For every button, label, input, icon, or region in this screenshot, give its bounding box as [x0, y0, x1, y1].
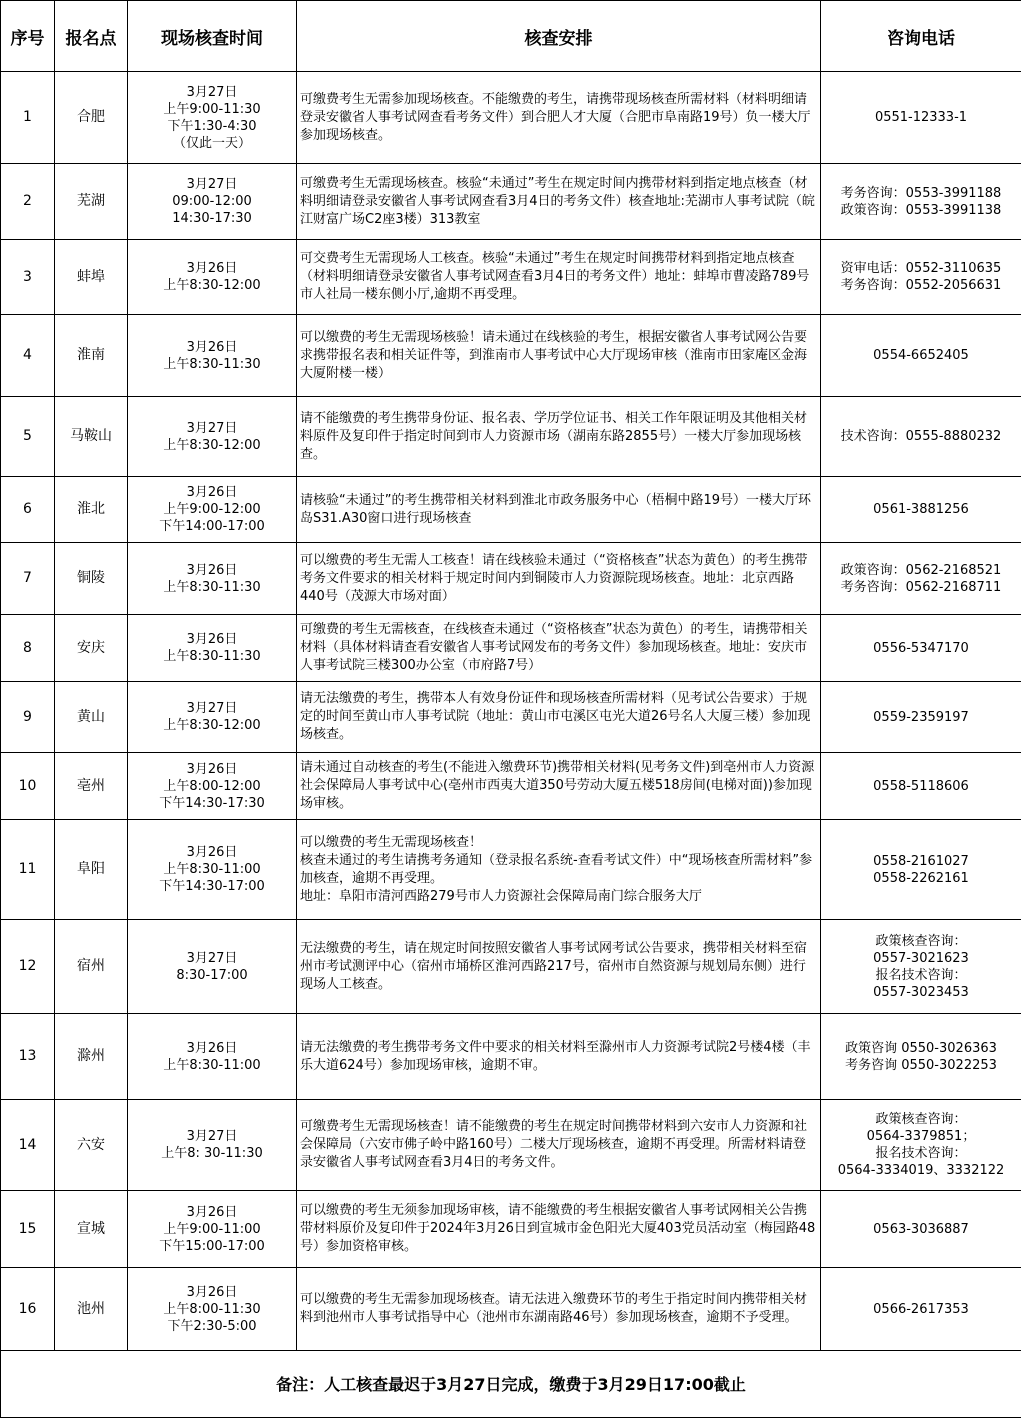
table-row — [1, 72, 1021, 164]
table-row — [1, 397, 1021, 477]
row-time: 3月27日 上午8:30-12:00 — [128, 682, 297, 753]
table-row — [1, 1268, 1021, 1351]
row-phone: 0551-12333-1 — [821, 72, 1021, 164]
row-arrangement: 可缴费考生无需现场核查。核验“未通过”考生在规定时间内携带材料到指定地点核查（材料明细请登录安徽省人事考试网查看3月4日的考务文件）核查地址:芜湖市人事考试院（皖江财富广场C2座3楼）313教室 — [297, 164, 821, 240]
row-site: 合肥 — [55, 72, 128, 164]
header-row — [1, 1, 1021, 72]
header-arrangement: 核查安排 — [297, 1, 821, 72]
row-arrangement: 请核验“未通过”的考生携带相关材料到淮北市政务服务中心（梧桐中路19号）一楼大厅环岛S31.A30窗口进行现场核查 — [297, 477, 821, 543]
row-number: 2 — [1, 164, 55, 240]
row-number: 16 — [1, 1268, 55, 1351]
row-site: 宿州 — [55, 920, 128, 1014]
row-number: 9 — [1, 682, 55, 753]
row-number: 6 — [1, 477, 55, 543]
row-arrangement: 请未通过自动核查的考生(不能进入缴费环节)携带相关材料(见考务文件)到亳州市人力资源社会保障局人事考试中心(亳州市西夷大道350号劳动大厦五楼518房间(电梯对面))参加现场审核。 — [297, 753, 821, 820]
table-row — [1, 164, 1021, 240]
table-row — [1, 753, 1021, 820]
row-time: 3月27日 8:30-17:00 — [128, 920, 297, 1014]
row-number: 12 — [1, 920, 55, 1014]
row-site: 亳州 — [55, 753, 128, 820]
table-row — [1, 615, 1021, 682]
row-phone: 0554-6652405 — [821, 315, 1021, 397]
row-phone: 0558-2161027 0558-2262161 — [821, 820, 1021, 920]
row-phone: 政策核查咨询： 0564-3379851； 报名技术咨询： 0564-3334019、3332122 — [821, 1100, 1021, 1191]
row-site: 马鞍山 — [55, 397, 128, 477]
table-row — [1, 682, 1021, 753]
row-site: 芜湖 — [55, 164, 128, 240]
row-phone: 0566-2617353 — [821, 1268, 1021, 1351]
row-time: 3月27日 09:00-12:00 14:30-17:30 — [128, 164, 297, 240]
row-phone: 政策核查咨询： 0557-3021623 报名技术咨询： 0557-3023453 — [821, 920, 1021, 1014]
note-text: 备注：人工核查最迟于3月27日完成，缴费于3月29日17:00截止 — [1, 1351, 1021, 1418]
row-phone: 0556-5347170 — [821, 615, 1021, 682]
note-row — [1, 1351, 1021, 1418]
table-row — [1, 543, 1021, 615]
row-time: 3月26日 上午8:30-11:30 — [128, 315, 297, 397]
header-site: 报名点 — [55, 1, 128, 72]
row-arrangement: 请不能缴费的考生携带身份证、报名表、学历学位证书、相关工作年限证明及其他相关材料原件及复印件于指定时间到市人力资源市场（湖南东路2855号）一楼大厅参加现场核查。 — [297, 397, 821, 477]
row-arrangement: 可以缴费的考生无需现场核验！请未通过在线核验的考生，根据安徽省人事考试网公告要求携带报名表和相关证件等，到淮南市人事考试中心大厅现场审核（淮南市田家庵区金海大厦附楼一楼） — [297, 315, 821, 397]
row-arrangement: 无法缴费的考生，请在规定时间按照安徽省人事考试网考试公告要求，携带相关材料至宿州市考试测评中心（宿州市埇桥区淮河西路217号，宿州市自然资源与规划局东侧）进行现场人工核查。 — [297, 920, 821, 1014]
header-no: 序号 — [1, 1, 55, 72]
row-site: 池州 — [55, 1268, 128, 1351]
row-number: 13 — [1, 1014, 55, 1100]
row-site: 淮北 — [55, 477, 128, 543]
table-row — [1, 1014, 1021, 1100]
header-phone: 咨询电话 — [821, 1, 1021, 72]
row-time: 3月26日 上午8:30-11:30 — [128, 615, 297, 682]
row-arrangement: 可以缴费的考生无需现场核查！ 核查未通过的考生请携考务通知（登录报名系统-查看考试文件）中“现场核查所需材料”参加核查，逾期不再受理。 地址：阜阳市清河西路279号市人力资源社会保障局南门综合服务大厅 — [297, 820, 821, 920]
row-phone: 技术咨询：0555-8880232 — [821, 397, 1021, 477]
row-number: 10 — [1, 753, 55, 820]
table-row — [1, 477, 1021, 543]
row-site: 阜阳 — [55, 820, 128, 920]
row-number: 14 — [1, 1100, 55, 1191]
row-phone: 0558-5118606 — [821, 753, 1021, 820]
row-number: 11 — [1, 820, 55, 920]
row-time: 3月26日 上午8:00-12:00 下午14:30-17:30 — [128, 753, 297, 820]
row-number: 8 — [1, 615, 55, 682]
row-arrangement: 可以缴费的考生无需人工核查！请在线核验未通过（“资格核查”状态为黄色）的考生携带考务文件要求的相关材料于规定时间内到铜陵市人力资源院现场核查。地址：北京西路440号（茂源大市场对面） — [297, 543, 821, 615]
row-site: 蚌埠 — [55, 240, 128, 315]
table-row — [1, 920, 1021, 1014]
row-site: 安庆 — [55, 615, 128, 682]
row-time: 3月27日 上午9:00-11:30 下午1:30-4:30 （仅此一天） — [128, 72, 297, 164]
row-time: 3月26日 上午8:30-12:00 — [128, 240, 297, 315]
row-number: 3 — [1, 240, 55, 315]
row-arrangement: 可缴费考生无需参加现场核查。不能缴费的考生，请携带现场核查所需材料（材料明细请登录安徽省人事考试网查看考务文件）到合肥人才大厦（合肥市阜南路19号）负一楼大厅参加现场核查。 — [297, 72, 821, 164]
row-arrangement: 请无法缴费的考生携带考务文件中要求的相关材料至滁州市人力资源考试院2号楼4楼（丰乐大道624号）参加现场审核，逾期不审。 — [297, 1014, 821, 1100]
row-site: 淮南 — [55, 315, 128, 397]
row-site: 滁州 — [55, 1014, 128, 1100]
row-arrangement: 可缴费考生无需现场核查！请不能缴费的考生在规定时间携带材料到六安市人力资源和社会保障局（六安市佛子岭中路160号）二楼大厅现场核查，逾期不再受理。所需材料请登录安徽省人事考试网查看3月4日的考务文件。 — [297, 1100, 821, 1191]
row-site: 黄山 — [55, 682, 128, 753]
table-row — [1, 1191, 1021, 1268]
row-time: 3月26日 上午8:00-11:30 下午2:30-5:00 — [128, 1268, 297, 1351]
row-site: 铜陵 — [55, 543, 128, 615]
row-time: 3月27日 上午8: 30-11:30 — [128, 1100, 297, 1191]
row-number: 7 — [1, 543, 55, 615]
row-number: 15 — [1, 1191, 55, 1268]
row-arrangement: 可缴费的考生无需核查，在线核查未通过（“资格核查”状态为黄色）的考生，请携带相关材料（具体材料请查看安徽省人事考试网发布的考务文件）参加现场核查。地址：安庆市人事考试院三楼300办公室（市府路7号） — [297, 615, 821, 682]
row-time: 3月26日 上午9:00-12:00 下午14:00-17:00 — [128, 477, 297, 543]
row-arrangement: 可以缴费的考生无须参加现场审核，请不能缴费的考生根据安徽省人事考试网相关公告携带材料原价及复印件于2024年3月26日到宣城市金色阳光大厦403党员活动室（梅园路48号）参加资格审核。 — [297, 1191, 821, 1268]
table-row — [1, 240, 1021, 315]
row-phone: 0559-2359197 — [821, 682, 1021, 753]
row-time: 3月26日 上午8:30-11:30 — [128, 543, 297, 615]
row-time: 3月26日 上午8:30-11:00 下午14:30-17:00 — [128, 820, 297, 920]
row-phone: 0561-3881256 — [821, 477, 1021, 543]
row-phone: 资审电话：0552-3110635 考务咨询：0552-2056631 — [821, 240, 1021, 315]
row-phone: 政策咨询：0562-2168521 考务咨询：0562-2168711 — [821, 543, 1021, 615]
row-time: 3月26日 上午8:30-11:00 — [128, 1014, 297, 1100]
row-arrangement: 可以缴费的考生无需参加现场核查。请无法进入缴费环节的考生于指定时间内携带相关材料到池州市人事考试指导中心（池州市东湖南路46号）参加现场核查，逾期不予受理。 — [297, 1268, 821, 1351]
row-time: 3月27日 上午8:30-12:00 — [128, 397, 297, 477]
row-number: 4 — [1, 315, 55, 397]
row-phone: 考务咨询：0553-3991188 政策咨询：0553-3991138 — [821, 164, 1021, 240]
row-site: 宣城 — [55, 1191, 128, 1268]
row-number: 5 — [1, 397, 55, 477]
table-row — [1, 820, 1021, 920]
row-arrangement: 可交费考生无需现场人工核查。核验“未通过”考生在规定时间携带材料到指定地点核查（材料明细请登录安徽省人事考试网查看3月4日的考务文件）地址：蚌埠市曹凌路789号市人社局一楼东侧小厅,逾期不再受理。 — [297, 240, 821, 315]
row-site: 六安 — [55, 1100, 128, 1191]
row-phone: 0563-3036887 — [821, 1191, 1021, 1268]
row-number: 1 — [1, 72, 55, 164]
row-phone: 政策咨询 0550-3026363 考务咨询 0550-3022253 — [821, 1014, 1021, 1100]
table-row — [1, 1100, 1021, 1191]
table-row — [1, 315, 1021, 397]
row-arrangement: 请无法缴费的考生，携带本人有效身份证件和现场核查所需材料（见考试公告要求）于规定的时间至黄山市人事考试院（地址：黄山市屯溪区屯光大道26号名人大厦三楼）参加现场核查。 — [297, 682, 821, 753]
row-time: 3月26日 上午9:00-11:00 下午15:00-17:00 — [128, 1191, 297, 1268]
header-time: 现场核查时间 — [128, 1, 297, 72]
